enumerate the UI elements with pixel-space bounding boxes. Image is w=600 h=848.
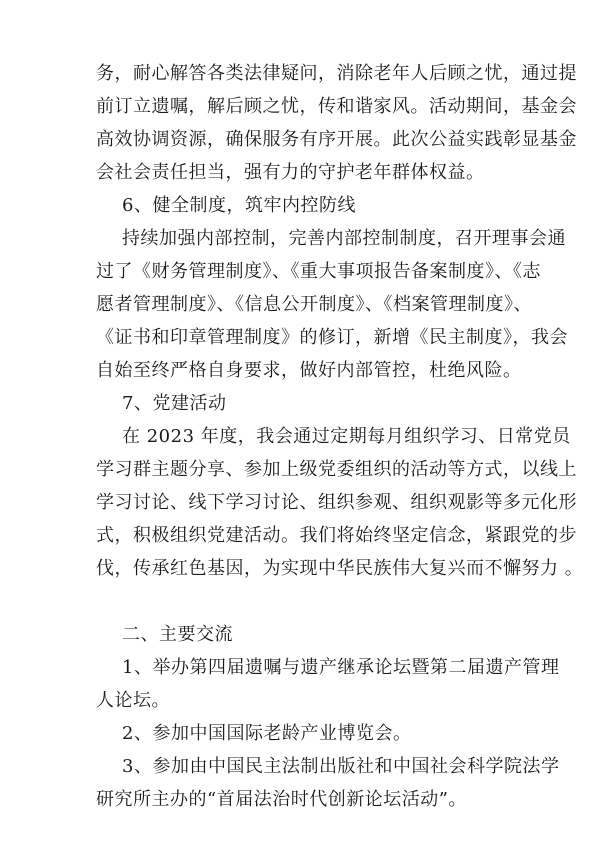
paragraph-line: 在 2023 年度，我会通过定期每月组织学习、日常党员	[122, 426, 571, 447]
paragraph-line: 学习讨论、线下学习讨论、组织参观、组织观影等多元化形	[96, 492, 577, 513]
list-item-line: 3、参加由中国民主法制出版社和中国社会科学院法学	[122, 756, 560, 777]
section-heading-6: 6、健全制度，筑牢内控防线	[122, 195, 356, 216]
paragraph-line: 自始至终严格自身要求，做好内部管控，杜绝风险。	[96, 360, 522, 381]
list-item-line: 2、参加中国国际老龄产业博览会。	[122, 723, 412, 744]
paragraph-line: 会社会责任担当，强有力的守护老年群体权益。	[96, 162, 485, 183]
paragraph-line: 学习群主题分享、参加上级党委组织的活动等方式，以线上	[96, 459, 577, 480]
paragraph-line: 务，耐心解答各类法律疑问，消除老年人后顾之忧，通过提	[96, 63, 577, 84]
paragraph-line: 前订立遗嘱，解后顾之忧，传和谐家风。活动期间，基金会	[96, 96, 577, 117]
list-item-line: 研究所主办的“首届法治时代创新论坛活动”。	[96, 789, 467, 810]
paragraph-line: 高效协调资源，确保服务有序开展。此次公益实践彰显基金	[96, 129, 577, 150]
list-item-line: 人论坛。	[96, 690, 170, 711]
section-heading-7: 7、党建活动	[122, 393, 227, 414]
section-heading-2: 二、主要交流	[122, 624, 233, 645]
paragraph-line: 愿者管理制度》、《信息公开制度》、《档案管理制度》、	[96, 294, 532, 315]
paragraph-line: 《证书和印章管理制度》的修订，新增《民主制度》，我会	[96, 327, 568, 348]
list-item-line: 1、举办第四届遗嘱与遗产继承论坛暨第二届遗产管理	[122, 657, 560, 678]
paragraph-line: 过了《财务管理制度》、《重大事项报告备案制度》、《志	[96, 261, 541, 282]
paragraph-line: 持续加强内部控制，完善内部控制制度，召开理事会通	[122, 228, 566, 249]
paragraph-line: 式，积极组织党建活动。我们将始终坚定信念，紧跟党的步	[96, 525, 577, 546]
paragraph-line: 伐，传承红色基因，为实现中华民族伟大复兴而不懈努力 。	[96, 558, 584, 579]
